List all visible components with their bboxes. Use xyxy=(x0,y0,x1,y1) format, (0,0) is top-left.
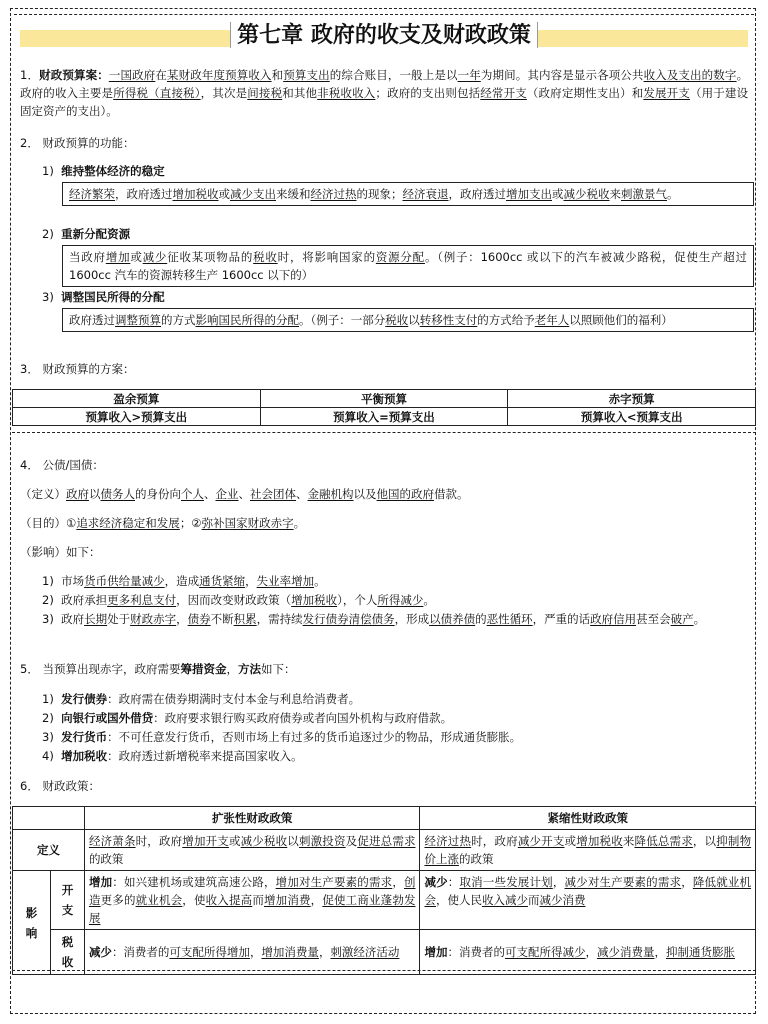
cell-text: ， xyxy=(310,893,323,907)
s4-text: ，严重的话 xyxy=(532,612,591,626)
s2-heading: 2． 财政预算的功能： xyxy=(20,136,135,150)
s4-text: 政府承担 xyxy=(61,593,108,607)
table-corner xyxy=(13,807,85,830)
cell-text: 增加税收 xyxy=(576,834,623,848)
top-rule xyxy=(14,14,754,15)
cell-text: 而 xyxy=(527,893,540,907)
cell-text: 促进总需求 xyxy=(357,834,416,848)
section-divider xyxy=(12,432,756,433)
box-text: 税收 xyxy=(385,313,409,327)
s4-text: 所得减少 xyxy=(377,593,424,607)
cell-text: 降低就业机会 xyxy=(424,875,752,907)
cell-text: ，使人民 xyxy=(435,893,482,907)
row-label-tax-text: 税收 xyxy=(61,935,74,969)
cell-text: 经济萧条 xyxy=(88,834,136,848)
s4-item-num: 2) xyxy=(42,593,54,607)
s4-text: 。 xyxy=(293,516,306,530)
cell-text: 增加消费 xyxy=(263,893,311,907)
s4-text: 弥补国家财政赤字 xyxy=(201,516,294,530)
s1-text: 非税收收入 xyxy=(317,86,376,100)
s1-colon: ： xyxy=(97,68,109,82)
box-text: ，政府透过 xyxy=(448,187,506,201)
row-label-spending xyxy=(50,871,84,930)
s4-text: 不断 xyxy=(210,612,234,626)
row-label-tax xyxy=(50,930,84,975)
cell-head: 减少 xyxy=(88,945,112,959)
s4-text: 金融机构 xyxy=(307,487,354,501)
s4-text: 破产 xyxy=(670,612,694,626)
cell-text: 收入提高 xyxy=(205,893,253,907)
s4-text: 。 xyxy=(693,612,706,626)
table-header: 紧缩性财政政策 xyxy=(420,807,756,830)
s4-text: 债务人 xyxy=(100,487,135,501)
cell-text: ， xyxy=(249,945,262,959)
chapter-title-wrap xyxy=(0,20,768,50)
s5-item-text: ：政府要求银行购买政府债券或者向国外机构与政府借款。 xyxy=(153,711,453,725)
cell-text: 抑制通货膨胀 xyxy=(665,945,735,959)
cell-text: 的政策 xyxy=(458,852,494,866)
cell-text: 刺激经济活动 xyxy=(330,945,400,959)
cell-head: 增加 xyxy=(424,945,448,959)
table-header: 盈余预算 xyxy=(13,390,261,408)
s4-impact-intro xyxy=(20,543,748,561)
s4-text: ，需持续 xyxy=(256,612,303,626)
s1-text: 预算支出 xyxy=(283,68,330,82)
cell-text: 减少开支 xyxy=(517,834,565,848)
box-text: 经济衰退 xyxy=(402,187,449,201)
box-text: 增加支出 xyxy=(506,187,552,201)
table-header-row xyxy=(13,807,756,830)
table-row xyxy=(13,871,756,930)
s1-text: 所得税（直接税） xyxy=(113,86,201,100)
s4-aim xyxy=(20,514,748,532)
s5-text: 方法 xyxy=(237,662,261,676)
s2-item-2-box xyxy=(62,245,754,287)
s4-text: 失业率增加 xyxy=(256,574,315,588)
s4-impact-3 xyxy=(42,610,748,628)
s1-text: 一国政府 xyxy=(108,68,156,82)
s1-text: 发展开支 xyxy=(643,86,690,100)
box-text: 征收某项物品的 xyxy=(167,250,254,264)
s1-text: （政府定期性支出）和 xyxy=(526,86,644,100)
cell-text: 增加开支 xyxy=(182,834,229,848)
cell-text: ， xyxy=(585,945,597,959)
s4-text: 处于 xyxy=(107,612,131,626)
table-cell xyxy=(420,830,756,871)
table-cell: 预算收入>预算支出 xyxy=(13,408,261,426)
s4-text: 如下： xyxy=(66,545,101,559)
s1-text: 在 xyxy=(155,68,167,82)
box-text: 或 xyxy=(218,187,230,201)
box-text: 或 xyxy=(130,250,143,264)
s4-text: 以 xyxy=(89,487,101,501)
s2-item-num: 3) xyxy=(42,290,54,304)
s5-item-num: 4) xyxy=(42,749,54,763)
s5-item-4 xyxy=(42,747,748,765)
s5-text: 5． 当预算出现赤字，政府需要 xyxy=(20,662,181,676)
box-text: 税收 xyxy=(253,250,278,264)
s2-item-1-title xyxy=(42,162,165,180)
table-cell xyxy=(84,871,420,930)
cell-text: 可支配所得增加 xyxy=(169,945,250,959)
box-text: 减少税收 xyxy=(563,187,610,201)
s1-text: 。政府的收入主要是 xyxy=(20,68,749,100)
s4-text: 借款。 xyxy=(434,487,469,501)
s5-item-title: 发行债券 xyxy=(61,692,108,706)
s1-text: 和其他 xyxy=(282,86,318,100)
s4-definition xyxy=(20,485,748,503)
s4-text: 个人 xyxy=(181,487,204,501)
box-text: 政府透过 xyxy=(69,313,115,327)
s4-text: ， xyxy=(176,612,188,626)
box-text: 来 xyxy=(609,187,621,201)
s4-text: 债券 xyxy=(187,612,211,626)
box-text: 增加税收 xyxy=(172,187,219,201)
s2-item-title: 维持整体经济的稳定 xyxy=(61,164,165,178)
s6-heading: 6． 财政政策： xyxy=(20,779,100,793)
s4-text: ，形成 xyxy=(394,612,430,626)
s2-item-3-title xyxy=(42,288,165,306)
s4-impact-2 xyxy=(42,591,748,609)
s4-text: 积累 xyxy=(233,612,257,626)
cell-text: 以 xyxy=(287,834,299,848)
cell-text: ， xyxy=(392,875,404,889)
table-cell: 预算收入<预算支出 xyxy=(508,408,756,426)
box-text: 。（例子：1600cc 或以下的汽车被减少路税，促使生产超过 1600cc 汽车的资源转移生产 1600cc 以下的） xyxy=(69,250,748,282)
s5-text: 筹措资金 xyxy=(180,662,227,676)
cell-text: 抑制物价上涨 xyxy=(424,834,752,866)
box-text: 当政府 xyxy=(69,250,106,264)
cell-text: 时，政府 xyxy=(471,834,518,848)
table-header: 扩张性财政政策 xyxy=(84,807,420,830)
table-cell xyxy=(84,930,420,975)
s1-text: 间接税 xyxy=(247,86,283,100)
s4-text: 以债养债 xyxy=(429,612,476,626)
cell-text: 对生产要素的需求 xyxy=(298,875,393,889)
box-text: 来缓和 xyxy=(276,187,311,201)
s1-text: 某财政年度预算收入 xyxy=(166,68,272,82)
s4-heading: 4． 公债/国债： xyxy=(20,458,104,472)
box-text: 以照顾他们的福利） xyxy=(569,313,673,327)
s2-item-title: 调整国民所得的分配 xyxy=(61,290,165,304)
s4-text: 、 xyxy=(204,487,216,501)
s4-text: 恶性循环 xyxy=(486,612,533,626)
cell-text: 降低总需求 xyxy=(634,834,693,848)
cell-text: ： xyxy=(447,875,460,889)
s2-item-num: 2) xyxy=(42,227,54,241)
box-text: 经济过热 xyxy=(310,187,357,201)
cell-text: 或 xyxy=(228,834,241,848)
fiscal-policy-table xyxy=(12,806,756,975)
s4-text: 、 xyxy=(296,487,308,501)
cell-text: ， xyxy=(318,945,331,959)
s1-text: ；政府的支出则包括 xyxy=(375,86,481,100)
cell-head: 减少 xyxy=(424,875,448,889)
table-header: 赤字预算 xyxy=(508,390,756,408)
s5-text: 如下： xyxy=(260,662,296,676)
table-cell xyxy=(84,830,420,871)
chapter-title: 第七章 政府的收支及财政政策 xyxy=(230,22,538,48)
s4-text: 政府 xyxy=(61,612,85,626)
cell-text: 减少税收 xyxy=(240,834,288,848)
budget-types-table xyxy=(12,389,756,426)
cell-text: 收入减少 xyxy=(481,893,528,907)
table-row xyxy=(13,930,756,975)
s1-text: （用于建设固定资产的支出）。 xyxy=(20,86,749,118)
table-cell xyxy=(420,871,756,930)
table-header-row xyxy=(13,390,756,408)
cell-text: ：如兴建机场或建筑高速公路， xyxy=(112,875,276,889)
table-header: 平衡预算 xyxy=(260,390,508,408)
s5-heading xyxy=(20,660,748,678)
box-text: 增加 xyxy=(105,250,131,264)
s4-text: 企业 xyxy=(215,487,239,501)
s5-item-title: 向银行或国外借贷 xyxy=(61,711,154,725)
table-cell: 预算收入=预算支出 xyxy=(260,408,508,426)
table-row xyxy=(13,408,756,426)
box-text: 资源分配 xyxy=(375,250,425,264)
s5-item-text: ：不可任意发行货币，否则市场上有过多的货币追逐过少的物品，形成通货膨胀。 xyxy=(107,730,522,744)
s1-text: ，其次是 xyxy=(200,86,248,100)
s4-item-num: 1) xyxy=(42,574,54,588)
s5-item-text: ：政府透过新增税率来提高国家收入。 xyxy=(107,749,303,763)
cell-text: 经济过热 xyxy=(424,834,472,848)
s5-item-num: 2) xyxy=(42,711,54,725)
box-text: 以 xyxy=(408,313,420,327)
s1-text: 收入及支出的数字 xyxy=(643,68,737,82)
box-text: 减少 xyxy=(142,250,168,264)
box-text: 时，将影响国家的 xyxy=(277,250,376,264)
box-text: 老年人 xyxy=(534,313,570,327)
s4-text: 的 xyxy=(475,612,487,626)
s4-tag: （目的） xyxy=(20,516,66,530)
s4-text: 增加税收 xyxy=(291,593,338,607)
cell-text: 而 xyxy=(252,893,264,907)
s4-text: 他国的政府 xyxy=(376,487,434,501)
s5-item-num: 1) xyxy=(42,692,54,706)
cell-text: ， xyxy=(681,875,693,889)
s4-item-num: 3) xyxy=(42,612,54,626)
s4-impact-1 xyxy=(42,572,748,590)
s2-item-2-title xyxy=(42,225,130,243)
s4-text: 社会团体 xyxy=(250,487,296,501)
s4-text: ① xyxy=(66,516,77,530)
s5-item-title: 增加税收 xyxy=(61,749,108,763)
s4-text: 的身份向 xyxy=(135,487,181,501)
s4-text: 长期 xyxy=(84,612,108,626)
s5-item-2 xyxy=(42,709,748,727)
s1-heading: 财政预算案 xyxy=(39,68,98,82)
box-text: 影响国民所得的分配 xyxy=(195,313,299,327)
box-text: ，政府透过 xyxy=(115,187,173,201)
box-text: 调整预算 xyxy=(115,313,161,327)
cell-text: 减少消费 xyxy=(539,893,586,907)
row-label-spending-text: 开支 xyxy=(61,883,74,917)
box-text: 的方式给予 xyxy=(477,313,535,327)
row-label-impact xyxy=(13,871,51,975)
s4-text: 。 xyxy=(423,593,435,607)
row-label-definition: 定义 xyxy=(13,830,85,871)
row-label-impact-text: 影响 xyxy=(25,905,38,940)
box-text: 。 xyxy=(667,187,679,201)
box-text: 经济繁荣 xyxy=(69,187,115,201)
cell-text: ：消费者的 xyxy=(111,945,170,959)
cell-text: 创造 xyxy=(88,875,416,907)
s5-item-title: 发行货币 xyxy=(61,730,108,744)
s4-text: 以及 xyxy=(353,487,377,501)
cell-text: 增加消费量 xyxy=(261,945,319,959)
cell-text: 可支配所得减少 xyxy=(504,945,586,959)
s4-text: ；② xyxy=(179,516,202,530)
s4-text: ，因而改变财政政策（ xyxy=(176,593,292,607)
s5-text: ， xyxy=(226,662,238,676)
cell-text: 及 xyxy=(345,834,358,848)
s4-text: 、 xyxy=(238,487,250,501)
cell-text: ， xyxy=(654,945,666,959)
box-text: 刺激景气 xyxy=(621,187,667,201)
box-text: 或 xyxy=(552,187,564,201)
s4-text: 发行债券清偿债务 xyxy=(302,612,395,626)
table-cell xyxy=(420,930,756,975)
s4-text: 市场 xyxy=(61,574,85,588)
s4-tag: （影响） xyxy=(20,545,66,559)
s2-item-3-box xyxy=(62,308,754,332)
s4-text: 政府 xyxy=(66,487,89,501)
cell-text: 取消一些发展计划 xyxy=(459,875,553,889)
cell-text: 时，政府 xyxy=(135,834,183,848)
s4-text: 政府信用 xyxy=(590,612,637,626)
s4-text: 通货紧缩 xyxy=(199,574,246,588)
s4-text: 更多利息支付 xyxy=(107,593,177,607)
s1-text: 一年 xyxy=(457,68,481,82)
s2-item-num: 1) xyxy=(42,164,54,178)
s1-text: 的综合账目，一般上是以 xyxy=(329,68,458,82)
cell-text: 更多的 xyxy=(100,893,136,907)
s5-item-3 xyxy=(42,728,748,746)
cell-text: 或 xyxy=(564,834,577,848)
cell-text: 的政策 xyxy=(88,852,124,866)
s4-text: 甚至会 xyxy=(636,612,671,626)
cell-text: 促使工商业蓬勃发展 xyxy=(88,893,416,925)
s4-text: 追求经济稳定和发展 xyxy=(76,516,180,530)
s1-text: 经常开支 xyxy=(480,86,527,100)
cell-text: ，使 xyxy=(182,893,206,907)
box-text: 的现象； xyxy=(356,187,403,201)
table-row xyxy=(13,830,756,871)
cell-text: 减少消费量 xyxy=(596,945,655,959)
s4-tag: （定义） xyxy=(20,487,66,501)
cell-text: 对生产要素的需求 xyxy=(587,875,682,889)
s2-item-1-box xyxy=(62,182,754,206)
cell-text: 就业机会 xyxy=(135,893,183,907)
box-text: 的方式 xyxy=(161,313,196,327)
cell-text: ， xyxy=(552,875,565,889)
cell-text: 增加 xyxy=(275,875,299,889)
section-1 xyxy=(20,66,748,120)
s5-item-1 xyxy=(42,690,748,708)
s4-text: 财政赤字 xyxy=(130,612,177,626)
cell-text: 来 xyxy=(622,834,635,848)
s4-text: 。 xyxy=(314,574,326,588)
cell-text: ，以 xyxy=(692,834,717,848)
cell-text: 刺激投资 xyxy=(298,834,346,848)
box-text: 转移性支付 xyxy=(419,313,478,327)
cell-text: ：消费者的 xyxy=(447,945,505,959)
s5-item-num: 3) xyxy=(42,730,54,744)
cell-text: 减少 xyxy=(564,875,588,889)
cell-head: 增加 xyxy=(88,875,113,889)
s1-text: 和 xyxy=(271,68,284,82)
s4-text: ），个人 xyxy=(337,593,378,607)
s3-heading: 3． 财政预算的方案： xyxy=(20,362,135,376)
section-divider xyxy=(12,970,756,971)
s4-text: ， xyxy=(245,574,257,588)
s4-text: ，造成 xyxy=(164,574,200,588)
s2-item-title: 重新分配资源 xyxy=(61,227,131,241)
s1-text: 为期间。其内容是显示各项公共 xyxy=(480,68,644,82)
s5-item-text: ：政府需在债券期满时支付本金与利息给消费者。 xyxy=(107,692,361,706)
s4-text: 货币供给量减少 xyxy=(84,574,165,588)
s1-num: 1． xyxy=(20,68,40,82)
box-text: 。（例子：一部分 xyxy=(299,313,386,327)
box-text: 减少支出 xyxy=(230,187,276,201)
